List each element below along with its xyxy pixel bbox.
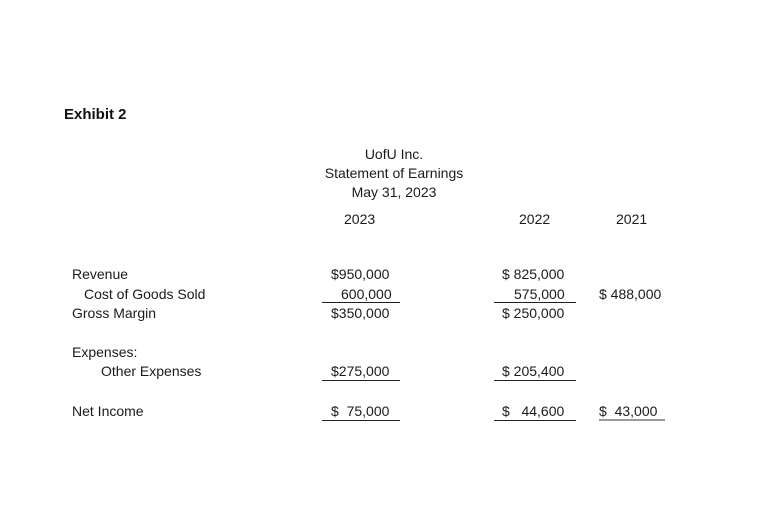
company-name: UofU Inc. [364,146,424,162]
net-income-2023-underline [322,420,400,421]
other-expenses-2023-underline [322,380,400,381]
net-income-2021: $ 43,000 [599,403,658,419]
statement-title: Statement of Earnings [324,165,464,181]
other-expenses-2022: $ 205,400 [502,363,565,379]
year-header-2021: 2021 [616,211,648,227]
other-expenses-2023: $275,000 [331,363,390,379]
cogs-2022-underline [494,302,576,303]
net-income-2021-underline [599,419,665,421]
other-expenses-2022-underline [494,380,576,381]
cogs-2023: 600,000 [341,286,392,302]
net-income-label: Net Income [72,403,144,419]
exhibit-title: Exhibit 2 [64,106,127,123]
cogs-2021: $ 488,000 [599,286,662,302]
other-expenses-label: Other Expenses [101,363,202,379]
gross-margin-label: Gross Margin [72,305,157,321]
revenue-2023: $950,000 [331,266,390,282]
net-income-2022-underline [494,420,576,421]
net-income-2023: $ 75,000 [331,403,390,419]
revenue-2022: $ 825,000 [502,266,565,282]
net-income-2022: $ 44,600 [502,403,565,419]
statement-date: May 31, 2023 [351,184,437,200]
gross-margin-2023: $350,000 [331,305,390,321]
cogs-2022: 575,000 [514,286,565,302]
gross-margin-2022: $ 250,000 [502,305,565,321]
revenue-label: Revenue [72,266,129,282]
year-header-2023: 2023 [344,211,376,227]
cogs-2023-underline [322,302,400,303]
expenses-header-label: Expenses: [72,344,138,360]
cogs-label: Cost of Goods Sold [84,286,206,302]
year-header-2022: 2022 [519,211,551,227]
